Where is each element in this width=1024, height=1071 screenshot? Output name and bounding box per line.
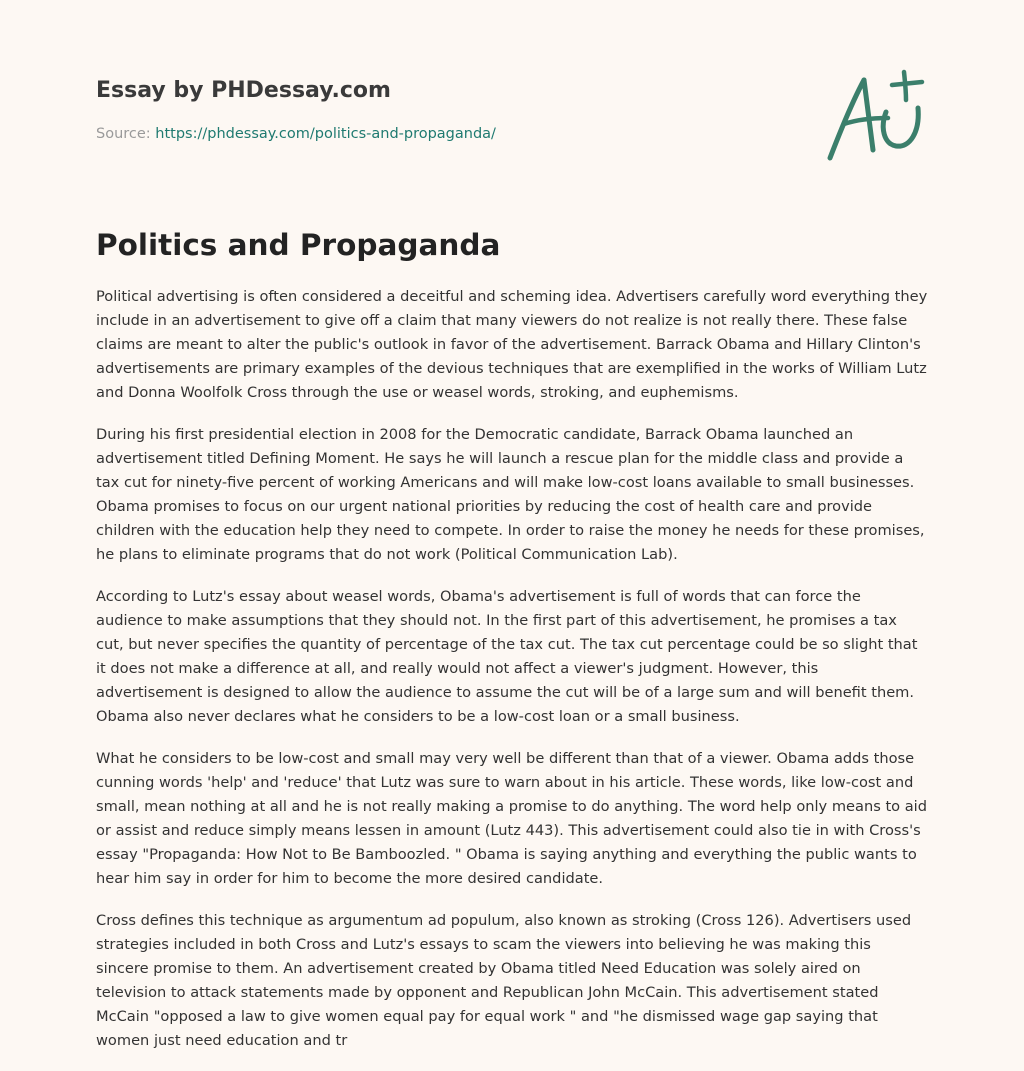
essay-paragraph: According to Lutz's essay about weasel words, Obama's advertisement is full of words that can force the audience to make assumptions that they should not. In the first part of this advertisement, he promises a tax cut, but never specifies the quantity of percentage of the tax cut. The tax cut percentage could be so slight that it does not make a difference at all, and really would not affect a viewer's judgment. However, this advertisement is designed to allow the audience to assume the cut will be of a large sum and will benefit them. Obama also never declares what he considers to be a low-cost loan or a small business. — [96, 588, 918, 725]
essay-paragraph: During his first presidential election in 2008 for the Democratic candidate, Barrack Obama launched an advertisement titled Defining Moment. He says he will launch a rescue plan for the middle class and provide a tax cut for ninety-five percent of working Americans and will make low-cost loans available to small businesses. Obama promises to focus on our urgent national priorities by reducing the cost of health care and provide children with the education help they need to compete. In order to raise the money he needs for these promises, he plans to eliminate programs that do not work (Political Communication Lab). — [96, 426, 925, 563]
essay-body — [96, 285, 928, 1071]
site-brand: Essay by PHDessay.com — [96, 78, 391, 103]
page-header — [96, 74, 928, 174]
a-plus-grade-icon — [826, 68, 926, 164]
source-label: Source: — [96, 126, 156, 142]
essay-paragraph: What he considers to be low-cost and small may very well be different than that of a viewer. Obama adds those cunning words 'help' and 'reduce' that Lutz was sure to warn about in his article. These words, like low-cost and small, mean nothing at all and he is not really making a promise to do anything. The word help only means to aid or assist and reduce simply means lessen in amount (Lutz 443). This advertisement could also tie in with Cross's essay "Propaganda: How Not to Be Bamboozled. " Obama is saying anything and everything the public wants to hear him say in order for him to become the more desired candidate. — [96, 750, 928, 887]
essay-paragraph: Cross defines this technique as argumentum ad populum, also known as stroking (Cross 126). Advertisers used strategies included in both Cross and Lutz's essays to scam the viewers into believing he was making this sincere promise to them. An advertisement created by Obama titled Need Education was solely aired on television to attack statements made by opponent and Republican John McCain. This advertisement stated McCain "opposed a law to give women equal pay for equal work " and "he dismissed wage gap saying that women just need education and tr — [96, 912, 912, 1049]
essay-paragraph: Political advertising is often considered a deceitful and scheming idea. Advertisers carefully word everything they include in an advertisement to give off a claim that many viewers do not realize is not really there. These false claims are meant to alter the public's outlook in favor of the advertisement. Barrack Obama and Hillary Clinton's advertisements are primary examples of the devious techniques that are exemplified in the works of William Lutz and Donna Woolfolk Cross through the use or weasel words, stroking, and euphemisms. — [96, 288, 928, 401]
source-link[interactable]: https://phdessay.com/politics-and-propaganda/ — [155, 126, 496, 142]
essay-title: Politics and Propaganda — [96, 228, 501, 262]
source-line — [96, 124, 496, 144]
